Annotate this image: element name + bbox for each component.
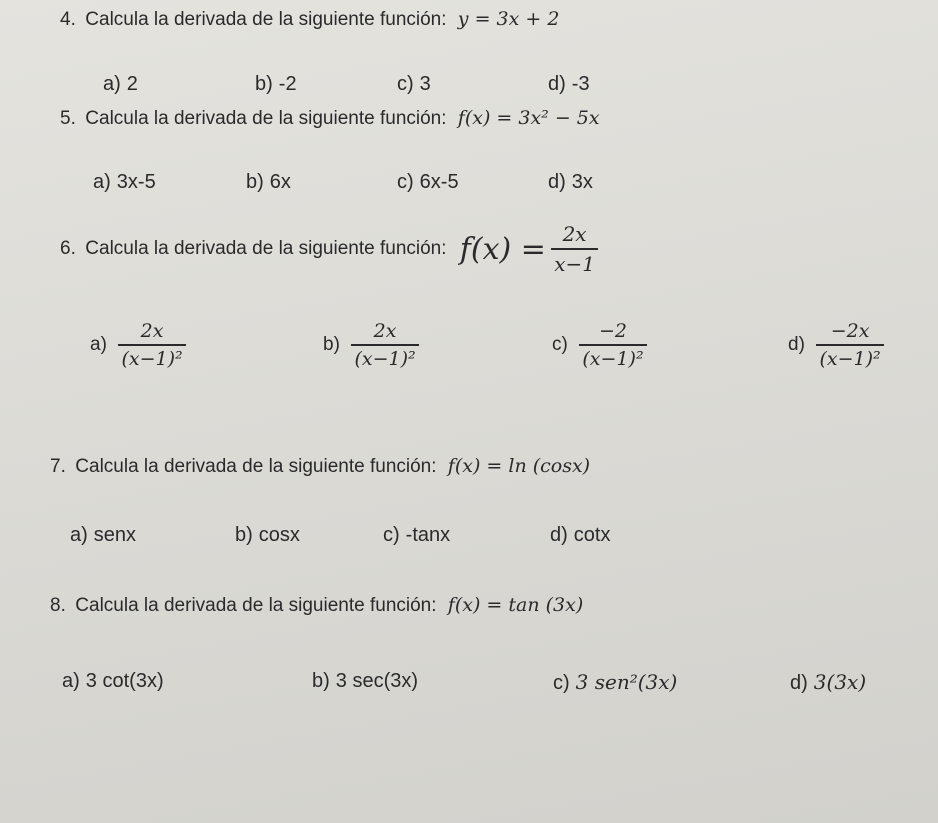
option-d[interactable] <box>548 73 590 96</box>
option-text: 6x <box>269 171 291 193</box>
option-b[interactable] <box>255 73 297 96</box>
option-fraction <box>816 320 883 370</box>
question-number: 8. <box>50 595 66 616</box>
option-letter: d) <box>550 524 568 546</box>
option-letter: a) <box>62 670 80 692</box>
option-letter: b) <box>246 171 264 193</box>
fraction-numerator: 2x <box>551 222 598 250</box>
option-letter: d) <box>548 73 566 95</box>
option-a[interactable] <box>62 670 164 693</box>
question-prompt: Calcula la derivada de la siguiente función: <box>85 108 447 129</box>
option-text: 3(3x) <box>813 670 867 694</box>
option-text: 3 sec(3x) <box>335 670 419 692</box>
option-c[interactable] <box>552 320 647 370</box>
question-7-stem <box>50 455 590 478</box>
option-text: senx <box>93 524 137 546</box>
option-letter: b) <box>312 670 330 692</box>
question-prompt: Calcula la derivada de la siguiente función: <box>85 9 447 30</box>
option-letter: c) <box>552 334 568 355</box>
option-b[interactable] <box>235 524 300 547</box>
option-text: 3 sen²(3x) <box>575 670 678 694</box>
option-text: 3 cot(3x) <box>85 670 164 692</box>
question-function: f(x) = tan (3x) <box>447 594 584 616</box>
option-text: 6x-5 <box>419 171 459 193</box>
option-letter: b) <box>235 524 253 546</box>
question-number: 5. <box>60 108 76 129</box>
fraction-numerator: 2x <box>351 320 418 346</box>
question-6-stem <box>60 222 598 276</box>
option-d[interactable] <box>788 320 884 370</box>
option-letter: c) <box>397 73 414 95</box>
fraction-denominator: (x−1)² <box>582 348 644 370</box>
option-letter: a) <box>93 171 111 193</box>
question-prompt: Calcula la derivada de la siguiente función: <box>75 595 437 616</box>
option-letter: b) <box>323 334 340 355</box>
function-lhs: f(x) = <box>459 231 546 267</box>
fraction-denominator: (x−1)² <box>819 348 881 370</box>
option-letter: d) <box>790 672 808 694</box>
option-text: 2 <box>126 73 138 95</box>
option-d[interactable] <box>548 171 593 194</box>
function-fraction <box>551 222 598 276</box>
option-a[interactable] <box>103 73 138 96</box>
option-c[interactable] <box>553 670 677 695</box>
option-d[interactable] <box>550 524 610 547</box>
option-letter: d) <box>788 334 805 355</box>
question-function: f(x) = 3x² − 5x <box>457 107 600 129</box>
question-prompt: Calcula la derivada de la siguiente función: <box>75 456 437 477</box>
option-letter: b) <box>255 73 273 95</box>
fraction-numerator: −2x <box>816 320 883 346</box>
option-fraction <box>351 320 418 370</box>
option-letter: d) <box>548 171 566 193</box>
option-a[interactable] <box>70 524 136 547</box>
question-function: f(x) = ln (cosx) <box>447 455 591 477</box>
option-letter: c) <box>397 171 414 193</box>
question-number: 7. <box>50 456 66 477</box>
question-4-stem <box>60 8 559 31</box>
option-letter: a) <box>70 524 88 546</box>
fraction-numerator: 2x <box>118 320 185 346</box>
option-c[interactable] <box>397 73 431 96</box>
question-5-stem <box>60 107 600 130</box>
option-b[interactable] <box>312 670 418 693</box>
option-text: 3 <box>419 73 431 95</box>
fraction-denominator: x−1 <box>554 252 595 276</box>
option-d[interactable] <box>790 670 866 695</box>
option-b[interactable] <box>323 320 419 370</box>
option-letter: c) <box>553 672 570 694</box>
fraction-numerator: −2 <box>579 320 646 346</box>
option-text: cotx <box>573 524 611 546</box>
question-function: y = 3x + 2 <box>457 8 560 30</box>
option-letter: c) <box>383 524 400 546</box>
fraction-denominator: (x−1)² <box>354 348 416 370</box>
question-8-stem <box>50 594 583 617</box>
option-text: cosx <box>258 524 300 546</box>
option-text: -3 <box>571 73 590 95</box>
question-prompt: Calcula la derivada de la siguiente función: <box>85 238 447 259</box>
question-number: 4. <box>60 9 76 30</box>
option-letter: a) <box>90 334 107 355</box>
option-c[interactable] <box>383 524 450 547</box>
option-text: 3x-5 <box>116 171 156 193</box>
option-a[interactable] <box>90 320 186 370</box>
option-a[interactable] <box>93 171 156 194</box>
fraction-denominator: (x−1)² <box>121 348 183 370</box>
question-number: 6. <box>60 238 76 259</box>
option-letter: a) <box>103 73 121 95</box>
option-text: -2 <box>278 73 297 95</box>
option-fraction <box>118 320 185 370</box>
option-text: -tanx <box>405 524 451 546</box>
option-text: 3x <box>571 171 593 193</box>
option-c[interactable] <box>397 171 459 194</box>
option-fraction <box>579 320 646 370</box>
option-b[interactable] <box>246 171 291 194</box>
